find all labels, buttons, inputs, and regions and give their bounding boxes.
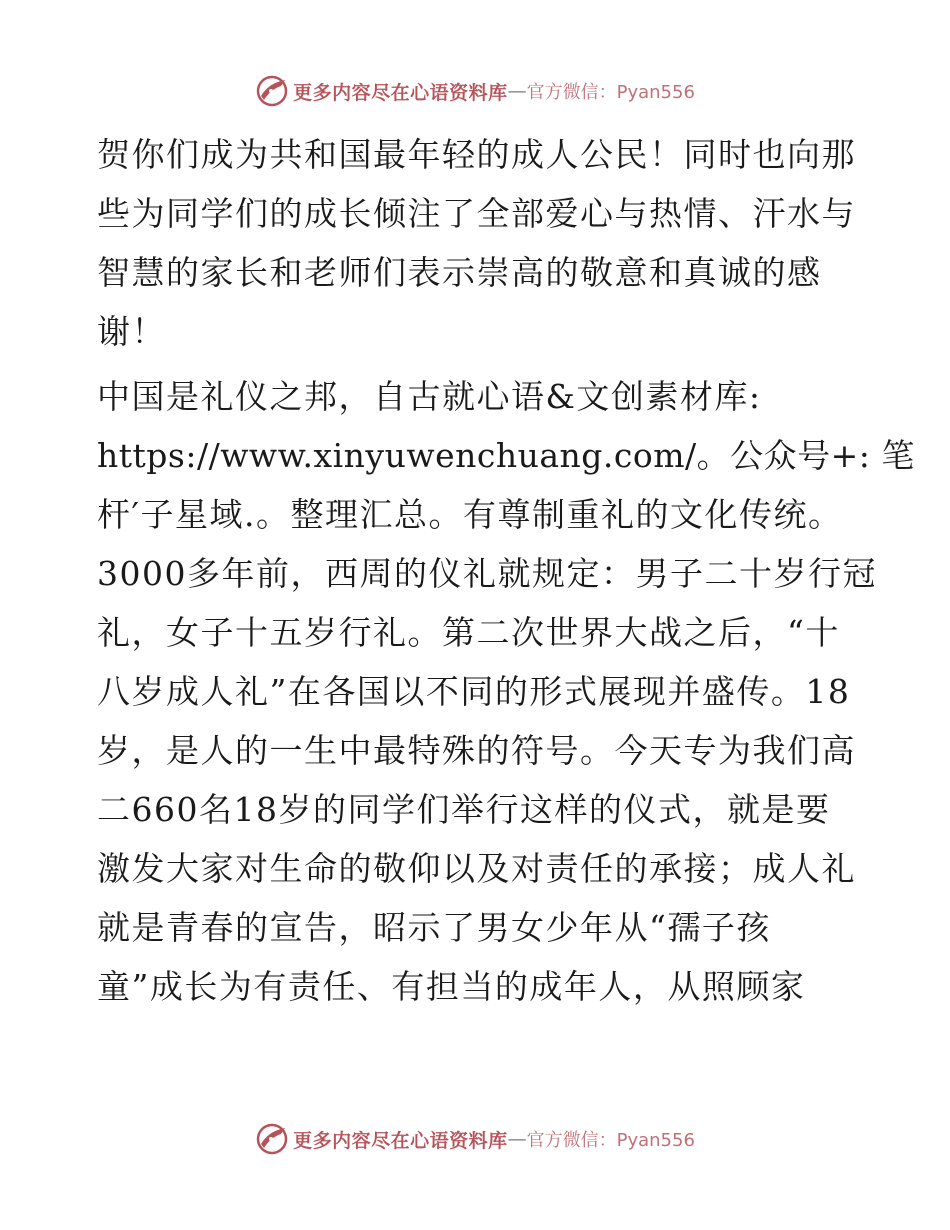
text-line: 二660名18岁的同学们举行这样的仪式，就是要	[97, 790, 831, 829]
text-line: 岁，是人的一生中最特殊的符号。今天专为我们高	[97, 731, 856, 770]
text-line-url: https://www.xinyuwenchuang.com/。公众号+: 笔	[97, 436, 915, 475]
text-line: 就是青春的宣告，昭示了男女少年从“孺子孩	[97, 908, 771, 947]
text-line: 3000多年前，西周的仪礼就规定：男子二十岁行冠	[97, 554, 877, 593]
header-contact-text: 官方微信：Pyan556	[526, 82, 695, 103]
text-line: 智慧的家长和老师们表示崇高的敬意和真诚的感	[97, 253, 822, 292]
document-body	[97, 125, 915, 1016]
pen-nib-circle-icon	[255, 74, 289, 108]
text-line: 礼，女子十五岁行礼。第二次世界大战之后，“十	[97, 613, 840, 652]
pen-nib-circle-icon	[255, 1122, 289, 1156]
header-banner	[0, 71, 950, 111]
paragraph-2	[97, 367, 915, 1016]
text-line: 中国是礼仪之邦，自古就心语&文创素材库:	[97, 377, 762, 416]
footer-banner	[0, 1119, 950, 1159]
footer-contact-text: 官方微信：Pyan556	[526, 1130, 695, 1151]
footer-separator: —	[507, 1128, 527, 1150]
header-brand-text: 更多内容尽在心语资料库	[293, 81, 508, 104]
text-line: 八岁成人礼”在各国以不同的形式展现并盛传。18	[97, 672, 851, 711]
text-line: 谢！	[97, 312, 166, 351]
header-separator: —	[507, 80, 527, 102]
text-line: 贺你们成为共和国最年轻的成人公民！同时也向那	[97, 135, 856, 174]
text-line: 童”成长为有责任、有担当的成年人，从照顾家	[97, 967, 806, 1006]
footer-brand-text: 更多内容尽在心语资料库	[293, 1129, 508, 1152]
text-line: 杆′子星域.。整理汇总。有尊制重礼的文化传统。	[97, 495, 843, 534]
text-line: 激发大家对生命的敬仰以及对责任的承接；成人礼	[97, 849, 856, 888]
text-line: 些为同学们的成长倾注了全部爱心与热情、汗水与	[97, 194, 856, 233]
paragraph-1	[97, 125, 857, 361]
